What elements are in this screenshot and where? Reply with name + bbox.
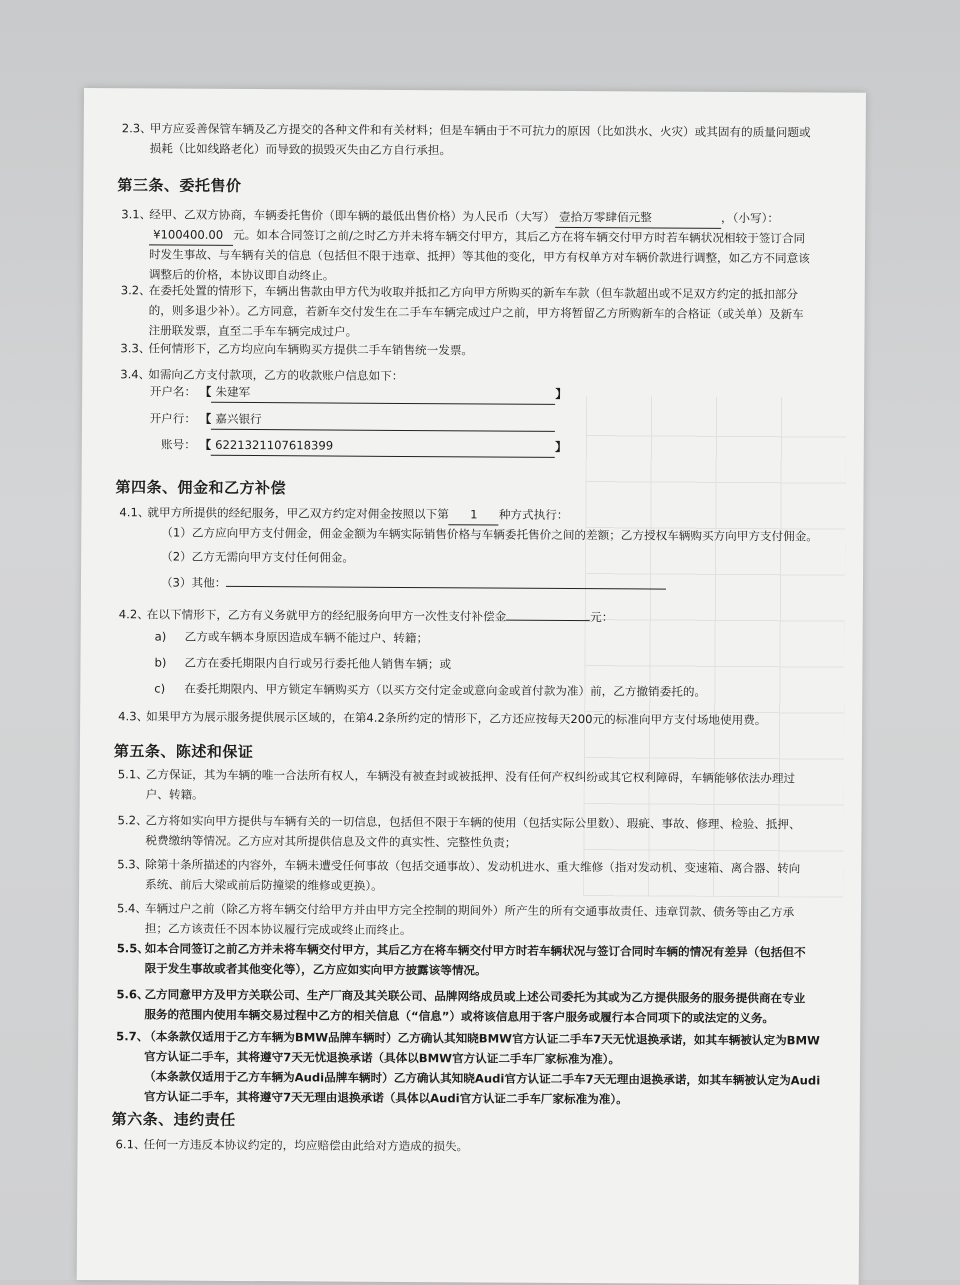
clause-number: 5.6、 [116, 987, 149, 1002]
close-bracket: 】 [555, 439, 567, 454]
clause-text: 官方认证二手车，其将遵守7天无理由退换承诺（具体以Audi官方认证二手车厂家标准为准）。 [143, 1089, 628, 1107]
open-bracket: 【 [199, 411, 212, 426]
bank-value: 嘉兴银行 [211, 409, 555, 432]
clause-text: 车辆过户之前（除乙方将车辆交付给甲方并由甲方完全控制的期间外）所产生的所有交通事故责任、违章罚款、债务等由乙方承 [144, 901, 795, 920]
clause-text: 乙方将如实向甲方提供与车辆有关的一切信息，包括但不限于车辆的使用（包括实际公里数）、瑕疵、事故、修理、检验、抵押、 [145, 813, 801, 832]
clause-text [147, 604, 614, 627]
option-3-label: （3）其他： [160, 575, 227, 590]
clause-number: 5.1、 [117, 767, 148, 782]
clause-number: 3.1、 [121, 207, 152, 222]
clause-text: 乙方同意甲方及甲方关联公司、生产厂商及其关联公司、品牌网络成员或上述公司委托为其或为乙方提供服务的服务提供商在专业 [144, 987, 806, 1006]
bank-label: 开户行： [149, 411, 197, 426]
clause-number: 3.2、 [120, 283, 151, 298]
item-a-key: a) [154, 629, 167, 644]
clause-text: 担；乙方该责任不因本协议履行完成或终止而终止。 [144, 921, 412, 938]
option-2: （2）乙方无需向甲方支付任何佣金。 [161, 549, 355, 565]
commission-choice-field: 1 [449, 504, 499, 525]
clause-number: 5.3、 [117, 857, 148, 872]
account-number-value: 6221321107618399 [211, 435, 555, 458]
clause-number: 2.3、 [121, 121, 152, 136]
clause-text-part: 种方式执行： [498, 507, 569, 522]
clause-text: 限于发生事故或者其他变化等），乙方应如实向甲方披露该等情况。 [144, 961, 487, 978]
item-c: 在委托期限内、甲方锁定车辆购买方（以买方交付定金或意向金或首付款为准）前，乙方撤销委托的。 [184, 681, 707, 699]
clause-text: 在委托处置的情形下，车辆出售款由甲方代为收取并抵扣乙方向甲方所购买的新车车款（但车款超出或不足双方约定的抵扣部分 [148, 283, 799, 302]
item-b: 乙方在委托期限内自行或另行委托他人销售车辆；或 [184, 655, 452, 672]
compensation-amount-blank [506, 620, 590, 622]
account-number-row [144, 434, 567, 458]
clause-text: 损耗（比如线路老化）而导致的损毁灭失由乙方自行承担。 [149, 141, 452, 158]
clause-text: 系统、前后大梁或前后防撞梁的维修或更换）。 [145, 877, 383, 893]
amount-lower-field: ¥100400.00 [149, 224, 233, 246]
account-name-row [144, 381, 567, 405]
clause-number: 5.4、 [116, 901, 148, 916]
clause-text: （本条款仅适用于乙方车辆为BMW品牌车辆时）乙方确认其知晓BMW官方认证二手车7天无忧退换承诺，如其车辆被认定为BMW [144, 1029, 820, 1048]
clause-text: 乙方保证，其为车辆的唯一合法所有权人，车辆没有被查封或被抵押、没有任何产权纠纷或其它权利障碍，车辆能够依法办理过 [145, 767, 796, 786]
clause-text: （本条款仅适用于乙方车辆为Audi品牌车辆时）乙方确认其知晓Audi官方认证二手车7天无理由退换承诺，如其车辆被认定为Audi [143, 1069, 821, 1088]
clause-text-part: 经甲、乙双方协商，车辆委托售价（即车辆的最低出售价格）为人民币（大写） [149, 207, 556, 224]
item-c-key: c) [154, 681, 166, 696]
clause-text: 除第十条所描述的内容外，车辆未遭受任何事故（包括交通事故）、发动机进水、重大维修（指对发动机、变速箱、离合器、转向 [145, 857, 801, 876]
clause-text: 任何情形下，乙方均应向车辆购买方提供二手车销售统一发票。 [148, 341, 474, 358]
clause-text: 税费缴纳等情况。乙方应对其所提供信息及文件的真实性、完整性负责； [145, 833, 517, 850]
clause-text: 调整后的价格，本协议即自动终止。 [148, 267, 335, 283]
amount-upper-field: 壹拾万零肆佰元整 [555, 207, 721, 229]
clause-text: 如果甲方为展示服务提供展示区域的，在第4.2条所约定的情形下，乙方还应按每天200元的标准向甲方支付场地使用费。 [146, 709, 767, 728]
contract-page [77, 88, 866, 1285]
clause-number: 5.7、 [116, 1029, 149, 1044]
clause-text: 户、转籍。 [145, 787, 204, 802]
clause-text: 甲方应妥善保管车辆及乙方提交的各种文件和有关材料；但是车辆由于不可抗力的原因（比如洪水、火灾）或其固有的质量问题或 [149, 121, 811, 140]
clause-text: 服务的范围内使用车辆交易过程中乙方的相关信息（“信息”）或将该信息用于客户服务或履行本合同项下的或法定的义务。 [144, 1007, 775, 1026]
account-number-label: 账号： [160, 437, 196, 452]
clause-text: 任何一方违反本协议约定的，均应赔偿由此给对方造成的损失。 [143, 1137, 469, 1154]
clause-number: 5.5、 [116, 941, 149, 956]
option-1: （1）乙方应向甲方支付佣金，佣金金额为车辆实际销售价格与车辆委托售价之间的差额；乙方授权车辆购买方向甲方支付佣金。 [161, 525, 818, 544]
option-3-blank [226, 586, 666, 590]
clause-text: 如本合同签订之前乙方并未将车辆交付甲方，其后乙方在将车辆交付甲方时若车辆状况与签订合同时车辆的情况有差异（包括但不 [144, 941, 806, 960]
option-3 [161, 572, 666, 595]
clause-text: 的，则多退少补）。乙方同意，若新车交付发生在二手车车辆完成过户之前，甲方将暂留乙方所购新车的合格证（或关单）及新车 [148, 303, 804, 322]
section-6-title: 第六条、违约责任 [111, 1110, 236, 1129]
section-5-title: 第五条、陈述和保证 [113, 742, 254, 762]
clause-text: 如需向乙方支付款项，乙方的收款账户信息如下： [148, 367, 404, 383]
item-a: 乙方或车辆本身原因造成车辆不能过户、转籍； [184, 629, 429, 646]
bank-row [144, 408, 555, 432]
clause-text: 注册联发票，直至二手车车辆完成过户。 [148, 323, 358, 339]
account-name-value: 朱建军 [211, 382, 555, 405]
clause-text-part: 在以下情形下，乙方有义务就甲方的经纪服务向甲方一次性支付补偿金 [146, 607, 507, 624]
section-3-title: 第三条、委托售价 [117, 176, 242, 195]
clause-text-part: 元： [590, 610, 614, 625]
clause-number: 3.4、 [120, 367, 151, 382]
clause-number: 5.2、 [117, 813, 148, 828]
close-bracket: 】 [555, 386, 568, 401]
section-4-title: 第四条、佣金和乙方补偿 [115, 478, 287, 498]
clause-number: 6.1、 [115, 1137, 146, 1152]
clause-text: 时发生事故、与车辆有关的信息（包括但不限于违章、抵押）等其他的变化，甲方有权单方对车辆价款进行调整，如乙方不同意该 [148, 247, 810, 266]
clause-number: 4.2、 [118, 607, 149, 622]
open-bracket: 【 [199, 437, 212, 452]
open-bracket: 【 [199, 384, 212, 399]
item-b-key: b) [154, 655, 167, 670]
clause-number: 4.1、 [119, 505, 150, 520]
clause-text-part: 元。如本合同签订之前/之时乙方并未将车辆交付甲方，其后乙方在将车辆交付甲方时若车辆状况相较于签订合同 [233, 227, 806, 246]
account-name-label: 开户名： [149, 384, 197, 399]
clause-text-part: ，（小写）： [720, 210, 780, 226]
clause-text-part: 就甲方所提供的经纪服务，甲乙双方约定对佣金按照以下第 [147, 505, 449, 522]
clause-number: 3.3、 [120, 341, 151, 356]
clause-text: 官方认证二手车，其将遵守7天无忧退换承诺（具体以BMW官方认证二手车厂家标准为准）。 [144, 1049, 621, 1067]
clause-number: 4.3、 [118, 709, 149, 724]
